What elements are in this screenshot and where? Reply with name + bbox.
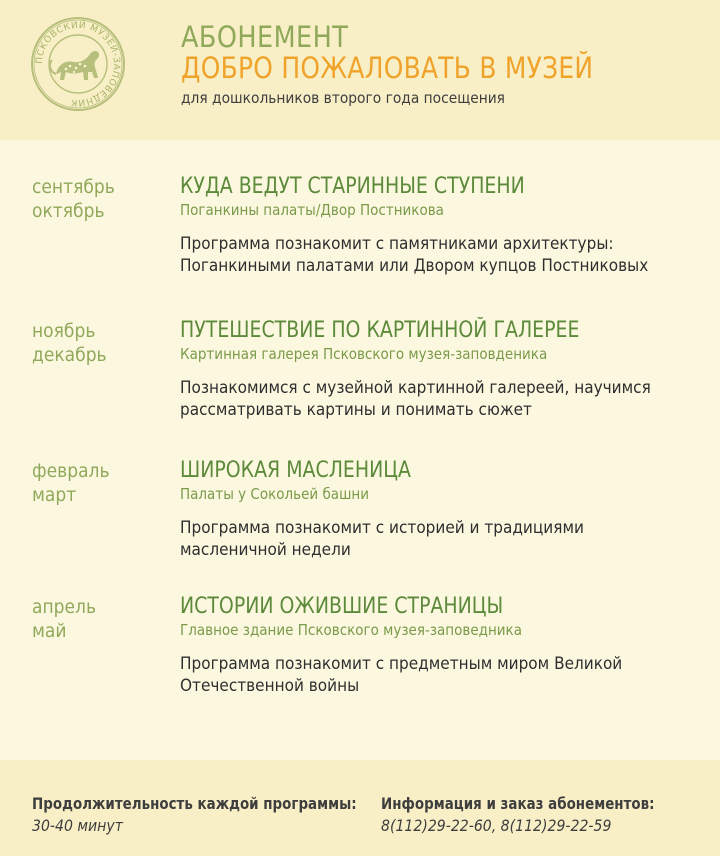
program-location: Палаты у Сокольей башни — [180, 485, 370, 503]
program-title: ПУТЕШЕСТВИЕ ПО КАРТИННОЙ ГАЛЕРЕЕ — [180, 318, 580, 343]
program-location: Картинная галерея Псковского музея-заповденика — [180, 345, 548, 363]
program-months — [32, 595, 96, 643]
program-title: КУДА ВЕДУТ СТАРИННЫЕ СТУПЕНИ — [180, 174, 525, 199]
audience-subtitle: для дошкольников второго года посещения — [181, 89, 505, 107]
title-welcome: ДОБРО ПОЖАЛОВАТЬ В МУЗЕЙ — [181, 51, 594, 85]
month-end: май — [32, 620, 67, 642]
program-months — [32, 175, 115, 223]
program-description: Программа познакомит с предметным миром Великой Отечественной войны — [180, 654, 623, 696]
museum-logo — [30, 16, 126, 112]
month-start: сентябрь — [32, 176, 115, 198]
phone-numbers: 8(112)29-22-60, 8(112)29-22-59 — [381, 816, 612, 835]
program-location: Поганкины палаты/Двор Постникова — [180, 201, 444, 219]
month-end: март — [32, 484, 77, 506]
svg-text:ПСКОВСКИЙ МУЗЕЙ-ЗАПОВЕДНИК: ПСКОВСКИЙ МУЗЕЙ-ЗАПОВЕДНИК — [34, 20, 122, 108]
month-start: апрель — [32, 596, 97, 618]
header — [0, 0, 720, 140]
program-description: Программа познакомит с историей и традициями масленичной недели — [180, 518, 584, 560]
program-description: Познакомимся с музейной картинной галереей, научимся рассматривать картины и понимать сюжет — [180, 378, 651, 420]
footer — [0, 760, 720, 856]
program-description: Программа познакомит с памятниками архитектуры: Поганкиными палатами или Двором купцов Постниковых — [180, 234, 649, 276]
program-title: ШИРОКАЯ МАСЛЕНИЦА — [180, 458, 411, 483]
program-months — [32, 459, 110, 507]
program-location: Главное здание Псковского музея-заповедника — [180, 621, 522, 639]
month-end: декабрь — [32, 344, 107, 366]
info-label: Информация и заказ абонементов: — [381, 794, 655, 813]
month-start: февраль — [32, 460, 110, 482]
leopard-icon — [50, 51, 99, 80]
title-abonement: АБОНЕМЕНТ — [181, 20, 349, 54]
month-start: ноябрь — [32, 320, 96, 342]
program-months — [32, 319, 107, 367]
program-list — [0, 140, 720, 760]
month-end: октябрь — [32, 200, 105, 222]
duration-label: Продолжительность каждой программы: — [32, 794, 357, 813]
duration-value: 30-40 минут — [32, 816, 123, 835]
program-title: ИСТОРИИ ОЖИВШИЕ СТРАНИЦЫ — [180, 594, 504, 619]
